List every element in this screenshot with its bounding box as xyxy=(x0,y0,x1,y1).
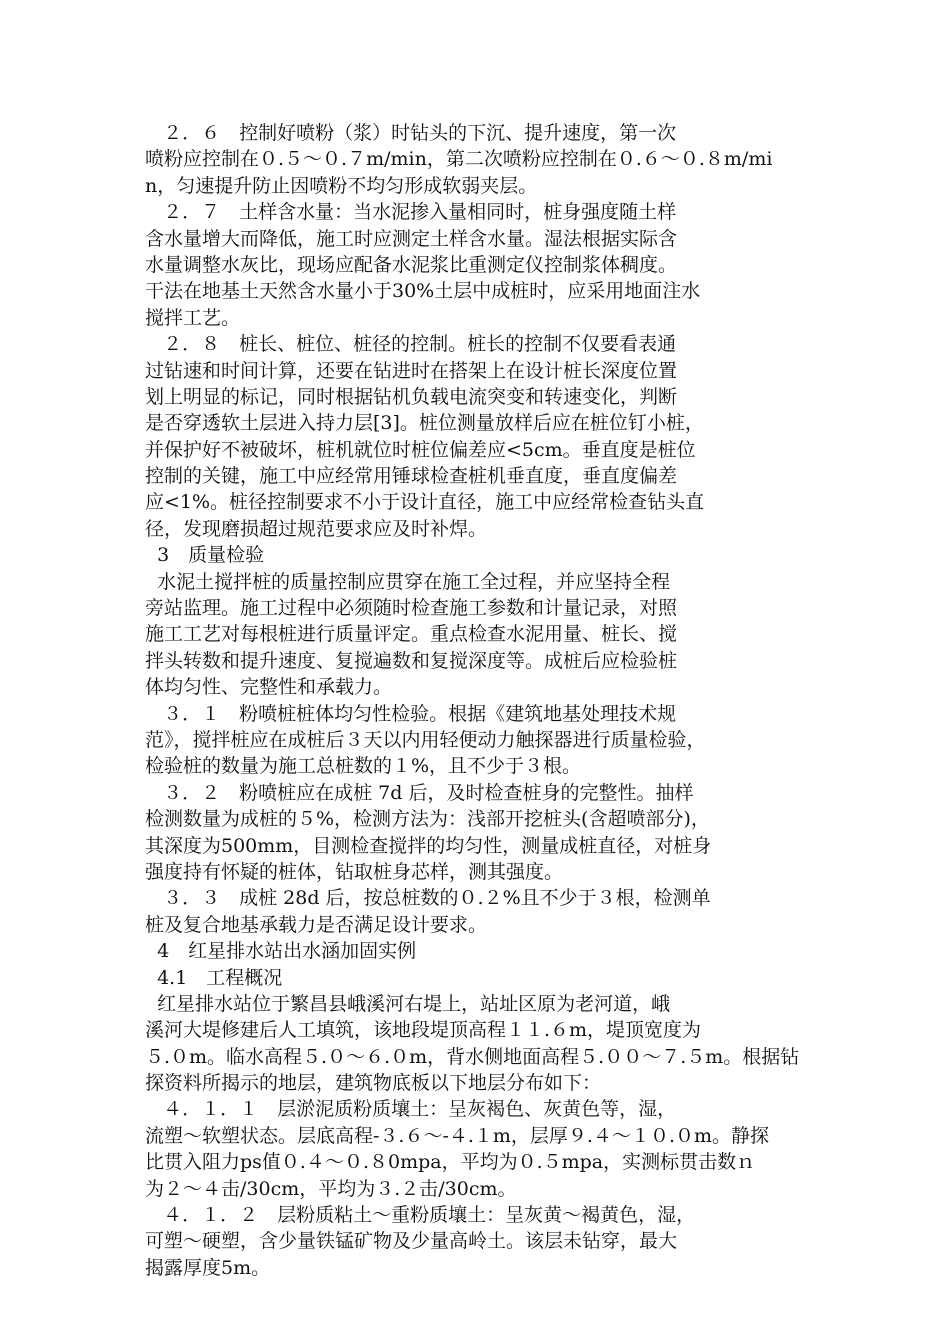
text-line: 溪河大堤修建后人工填筑，该地段堤顶高程１１.６m，堤顶宽度为 xyxy=(145,1019,702,1042)
text-line: 检测数量为成桩的５%，检测方法为：浅部开挖桩头(含超喷部分)， xyxy=(145,808,710,831)
text-line: 红星排水站位于繁昌县峨溪河右堤上，站址区原为老河道，峨 xyxy=(145,992,671,1015)
text-line: 为２～４击/30cm，平均为３.２击/30cm。 xyxy=(145,1177,517,1200)
subsection-heading: 4.1 工程概况 xyxy=(145,966,283,989)
text-line: ４．１．１ 层淤泥质粉质壤土：呈灰褐色、灰黄色等，湿， xyxy=(145,1098,677,1121)
document-body xyxy=(145,120,825,1281)
text-line: ３．２ 粉喷桩应在成桩 7d 后，及时检查桩身的完整性。抽样 xyxy=(145,781,694,804)
text-line: 应<1%。桩径控制要求不小于设计直径，施工中应经常检查钻头直 xyxy=(145,491,705,514)
text-line: 水泥土搅拌桩的质量控制应贯穿在施工全过程，并应坚持全程 xyxy=(145,570,671,593)
text-line: ３．３ 成桩 28d 后，按总桩数的０.２%且不少于３根，检测单 xyxy=(145,887,711,910)
text-line: 强度持有怀疑的桩体，钻取桩身芯样，测其强度。 xyxy=(145,860,564,883)
text-line: 干法在地基土天然含水量小于30%土层中成桩时，应采用地面注水 xyxy=(145,280,701,303)
text-line: 并保护好不被破坏，桩机就位时桩位偏差应<5cm。垂直度是桩位 xyxy=(145,438,696,461)
text-line: 揭露厚度5m。 xyxy=(145,1256,271,1279)
text-line: ２．８ 桩长、桩位、桩径的控制。桩长的控制不仅要看表通 xyxy=(145,333,677,356)
text-line: 拌头转数和提升速度、复搅遍数和复搅深度等。成桩后应检验桩 xyxy=(145,649,678,672)
text-line: 喷粉应控制在０.５～０.７m/min，第二次喷粉应控制在０.６～０.８m/mi xyxy=(145,148,773,171)
text-line: 比贯入阻力ps值０.４～０.８0mpa，平均为０.５mpa，实测标贯击数ｎ xyxy=(145,1151,756,1174)
text-line: 其深度为500mm，目测检查搅拌的均匀性，测量成桩直径，对桩身 xyxy=(145,834,712,857)
text-line: 划上明显的标记，同时根据钻机负载电流突变和转速变化，判断 xyxy=(145,385,678,408)
text-line: 是否穿透软土层进入持力层[3]。桩位测量放样后应在桩位钉小桩， xyxy=(145,412,704,435)
text-line: ２．７ 土样含水量：当水泥掺入量相同时，桩身强度随土样 xyxy=(145,201,677,224)
text-line: 旁站监理。施工过程中必须随时检查施工参数和计量记录，对照 xyxy=(145,597,678,620)
text-line: ５.０m。临水高程５.０～６.０m，背水侧地面高程５.００～７.５m。根据钻 xyxy=(145,1045,800,1068)
text-line: 径，发现磨损超过规范要求应及时补焊。 xyxy=(145,517,488,540)
section-heading: 3 质量检验 xyxy=(145,544,265,567)
text-line: 可塑～硬塑，含少量铁锰矿物及少量高岭土。该层未钻穿，最大 xyxy=(145,1230,678,1253)
text-line: 含水量增大而降低，施工时应测定土样含水量。湿法根据实际含 xyxy=(145,227,678,250)
text-line: n，匀速提升防止因喷粉不均匀形成软弱夹层。 xyxy=(145,174,538,197)
text-line: ３．１ 粉喷桩桩体均匀性检验。根据《建筑地基处理技术规 xyxy=(145,702,677,725)
section-heading: 4 红星排水站出水涵加固实例 xyxy=(145,940,417,963)
text-line: 检验桩的数量为施工总桩数的１%，且不少于３根。 xyxy=(145,755,582,778)
text-line: 桩及复合地基承载力是否满足设计要求。 xyxy=(145,913,488,936)
text-line: 过钻速和时间计算，还要在钻进时在搭架上在设计桩长深度位置 xyxy=(145,359,678,382)
text-line: 施工工艺对每根桩进行质量评定。重点检查水泥用量、桩长、搅 xyxy=(145,623,678,646)
text-line: 体均匀性、完整性和承载力。 xyxy=(145,676,393,699)
text-line: 水量调整水灰比，现场应配备水泥浆比重测定仪控制浆体稠度。 xyxy=(145,253,678,276)
text-line: 范》，搅拌桩应在成桩后３天以内用轻便动力触探器进行质量检验， xyxy=(145,728,706,751)
text-line: 探资料所揭示的地层，建筑物底板以下地层分布如下： xyxy=(145,1072,602,1095)
text-line: ２．６ 控制好喷粉（浆）时钻头的下沉、提升速度，第一次 xyxy=(145,122,677,144)
text-line: 控制的关键，施工中应经常用锤球检查桩机垂直度，垂直度偏差 xyxy=(145,465,678,488)
text-line: 搅拌工艺。 xyxy=(145,306,241,329)
text-line: 流塑～软塑状态。层底高程-３.６～-４.１m，层厚９.４～１０.０m。静探 xyxy=(145,1124,770,1147)
text-line: ４．１．２ 层粉质粘土～重粉质壤土：呈灰黄～褐黄色，湿， xyxy=(145,1204,696,1227)
